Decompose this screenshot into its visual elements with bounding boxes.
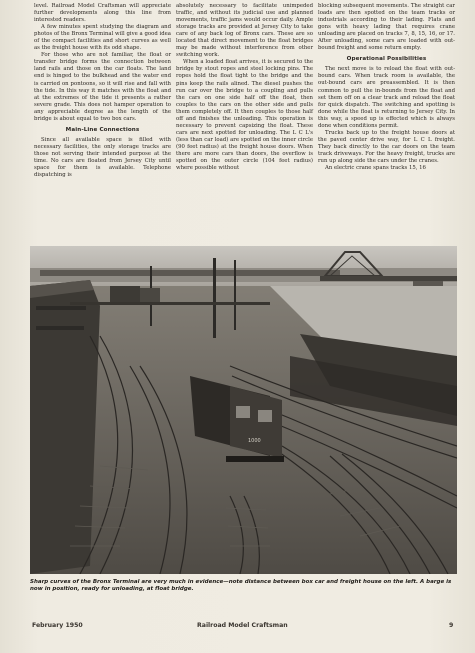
paragraph: The next move is to reload the float with out-bound cars. When track room is available, the out-bound cars are preassembled. It is then common to pull the in-bounds from the float and set them off on a clear track and reload the float for quick dispatch. The switching and spotting is done while the float is returning to Jersey City. In this way, a speed up is effected which is always done when conditions permit. (318, 66, 455, 129)
section-heading: Operational Possibilities (346, 56, 427, 63)
footer-magazine: Railroad Model Craftsman (197, 622, 288, 629)
paragraph: absolutely necessary to facilitate unimpeded traffic, and without its judicial use and planned movements, traffic jams would occur daily. Ample storage tracks are provided at Jersey City to take care of any back log of Bronx cars. These are so located that direct movement to the float bridges may be made without interference from other switching work. (176, 3, 313, 59)
paragraph: When a loaded float arrives, it is secured to the bridge by stout ropes and steel locking pins. The ropes hold the float tight to the bridge and the pins keep the rails alined. The diesel pushes the run car over the bridge to a coupling and pulls the cars on one side half off the float, then couples to the cars on the other side and pulls them completely off. It then couples to those half off and finishes the unloading. This operation is necessary to prevent capsizing the float. These cars are next spotted for unloading. The L C L's (less than car load) are spotted on the inner circle (90 feet radius) at the freight house doors. When there are more cars than doors, the overflow is spotted on the outer circle (104 feet radius) where possible without (176, 59, 313, 172)
photo-caption: Sharp curves of the Bronx Terminal are very much in evidence—note distance between box car and freight house on the left. A barge is now in position, ready for unloading, at float bridge. (30, 579, 452, 593)
paragraph: Since all available space is filled with necessary facilities, the only storage tracks are those not serving their intended purpose at the time. No cars are floated from Jersey City until space for them is available. Telephone dispatching is (34, 136, 171, 179)
page-number: 9 (449, 622, 454, 629)
paragraph: For those who are not familiar, the float or transfer bridge forms the connection between land rails and those on the car floats. The land end is hinged to the bulkhead and the water end is carried on pontoons, so it will rise and fall with the tide. In this way it matches with the float and at the extremes of the tide it presents a rather severe grade. This does not hamper operation to any appreciable degree as the length of the bridge is about equal to two box cars. (34, 52, 171, 122)
loco-number: 1000 (248, 438, 261, 444)
paragraph: An electric crane spans tracks 15, 16 (325, 165, 426, 172)
text-column-2 (176, 3, 313, 172)
text-column-1 (34, 3, 171, 179)
paragraph: level. Railroad Model Craftsman will appreciate further developments along this line from interested readers. (34, 3, 171, 24)
paragraph: A few minutes spent studying the diagram and photos of the Bronx Terminal will give a good idea of the compact facilities and short curves as well as the freight house with its odd shape. (34, 24, 171, 52)
section-heading: Main-Line Connections (65, 126, 140, 133)
text-column-3 (318, 3, 455, 172)
paragraph: blocking subsequent movements. The straight car loads are then spotted on the team tracks or industrials according to their lading. Flats and gons with heavy lading that requires crane unloading are placed on tracks 7, 8, 15, 16, or 17. After unloading, some cars are loaded with out-bound freight and some return empty. (318, 3, 455, 52)
footer-date: February 1950 (32, 622, 83, 629)
paragraph: Trucks back up to the freight house doors at the paved center drive way, for L C L freight. They back directly to the car doors on the team track driveways. For the heavy freight, trucks are run up along side the cars under the cranes. (318, 129, 455, 164)
railyard-photo (30, 246, 457, 574)
